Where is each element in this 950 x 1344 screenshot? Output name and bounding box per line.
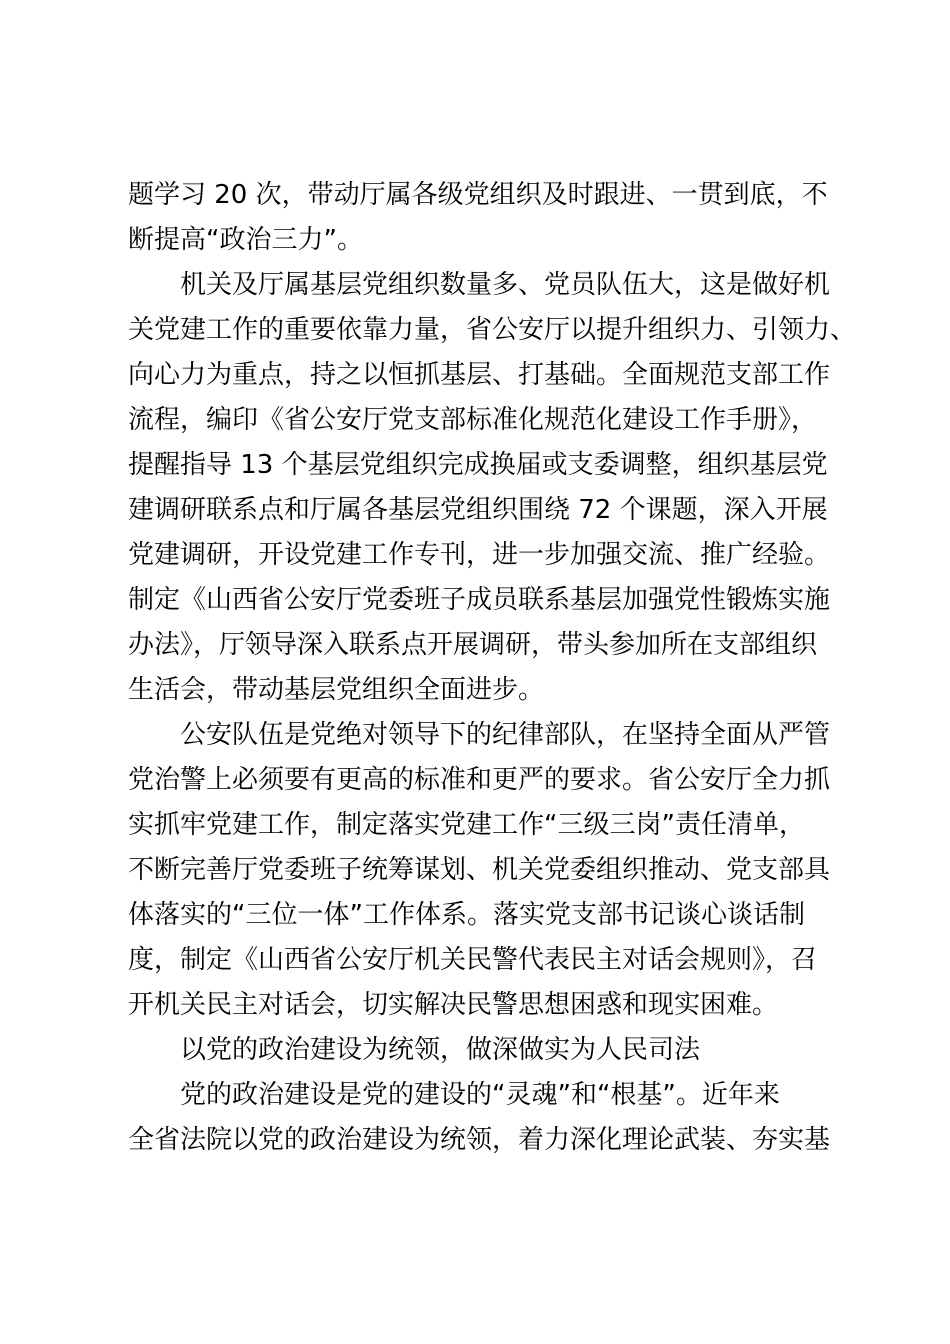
text-line-8: 建调研联系点和厅属各基层党组织围绕 72 个课题，深入开展 [128,495,828,525]
text-line-1: 题学习 20 次，带动厅属各级党组织及时跟进、一贯到底，不 [128,180,828,210]
text-line-3: 机关及厅属基层党组织数量多、党员队伍大，这是做好机 [180,270,831,300]
text-line-15: 实抓牢党建工作，制定落实党建工作“三级三岗”责任清单， [128,810,805,840]
text-line-6: 流程，编印《省公安厅党支部标准化规范化建设工作手册》， [128,405,818,435]
section-heading: 以党的政治建设为统领，做深做实为人民司法 [180,1035,701,1065]
text-line-10: 制定《山西省公安厅党委班子成员联系基层加强党性锻炼实施 [128,585,831,615]
text-line-9: 党建调研，开设党建工作专刊，进一步加强交流、推广经验。 [128,540,831,570]
text-line-22: 全省法院以党的政治建设为统领，着力深化理论武装、夯实基 [128,1125,831,1155]
text-line-18: 度，制定《山西省公安厅机关民警代表民主对话会规则》，召 [128,945,818,975]
text-line-11: 办法》，厅领导深入联系点开展调研，带头参加所在支部组织 [128,630,818,660]
text-line-21: 党的政治建设是党的建设的“灵魂”和“根基”。近年来 [180,1080,780,1110]
text-line-2: 断提高“政治三力”。 [128,225,363,255]
text-line-13: 公安队伍是党绝对领导下的纪律部队，在坚持全面从严管 [180,720,831,750]
text-line-17: 体落实的“三位一体”工作体系。落实党支部书记谈心谈话制 [128,900,805,930]
text-line-4: 关党建工作的重要依靠力量，省公安厅以提升组织力、引领力、 [128,315,857,345]
text-line-14: 党治警上必须要有更高的标准和更严的要求。省公安厅全力抓 [128,765,831,795]
text-line-19: 开机关民主对话会，切实解决民警思想困惑和现实困难。 [128,990,779,1020]
text-line-12: 生活会，带动基层党组织全面进步。 [128,675,545,705]
text-line-5: 向心力为重点，持之以恒抓基层、打基础。全面规范支部工作 [128,360,831,390]
text-line-7: 提醒指导 13 个基层党组织完成换届或支委调整，组织基层党 [128,450,828,480]
text-line-16: 不断完善厅党委班子统筹谋划、机关党委组织推动、党支部具 [128,855,831,885]
